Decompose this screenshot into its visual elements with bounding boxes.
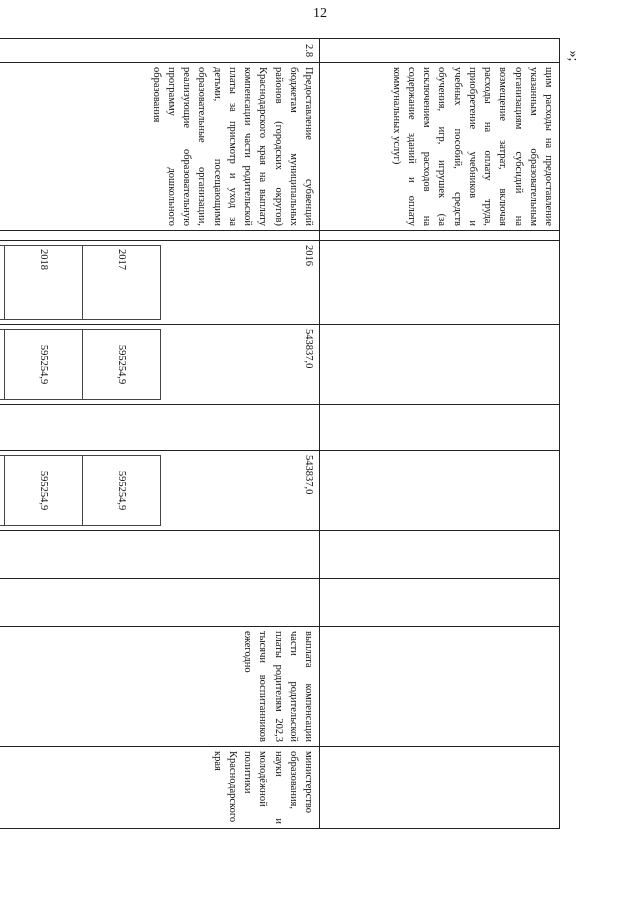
executor: министерство образования, науки и молодёжной политики Краснодарского края [0,747,320,829]
closing-quote-mark: »; [565,50,581,62]
year-cell: 2017 [82,246,160,320]
rotated-table-container [38,38,560,828]
local-funding-column [0,531,320,579]
empty-cell [320,579,560,627]
value-cell: 595254,9 [82,456,160,526]
measure-description: Предоставление субвенций бюджетам муниципальных районов (городских округов) Краснодарского края на выплату компенсации части родительской платы за присмотр и уход за детьми, посещающими образовательные организации, реализующие образовательную программу дошкольного образования [0,63,320,231]
empty-cell [320,325,560,405]
year-cell [0,246,5,320]
value-cell [0,330,5,400]
total-funding-column [0,325,320,405]
empty-cell [320,231,560,241]
empty-cell [320,405,560,451]
value-cell [0,456,5,526]
other-funding-column [0,579,320,627]
empty-cell [320,241,560,325]
federal-funding-column [0,405,320,451]
empty-cell [320,747,560,829]
program-measures-table [0,38,560,829]
value-cell: 595254,9 [5,330,83,400]
year-cell: 2018 [5,246,83,320]
page-number: 12 [313,6,327,21]
table-row [320,39,560,829]
regional-2016: 543837,0 [303,455,314,495]
regional-funding-column [0,451,320,531]
year-2016: 2016 [303,245,314,266]
row-number-cell [320,39,560,63]
expected-result: выплата компенсации части родительской платы родителям 202,3 тысячи воспитанников ежегодно [0,627,320,747]
empty-cell [320,451,560,531]
regional-values-list [0,455,161,526]
row-number: 2.8 [0,39,320,63]
total-2016: 543837,0 [303,329,314,369]
empty-cell [0,231,320,241]
value-cell: 595254,9 [82,330,160,400]
empty-cell [320,627,560,747]
years-list [0,245,161,320]
value-cell: 595254,9 [5,456,83,526]
total-values-list [0,329,161,400]
empty-cell [320,531,560,579]
table-row [0,39,320,829]
year-column [0,241,320,325]
measure-description-continued: щим расходы на предоставление указанным образовательным организациям субсидий на возмещение затрат, включая расходы на оплату труда, приобретение учебников и учебных пособий, средств обучения, игр, игрушек (за исключением расходов на содержание зданий и оплату коммунальных услуг) [320,63,560,231]
